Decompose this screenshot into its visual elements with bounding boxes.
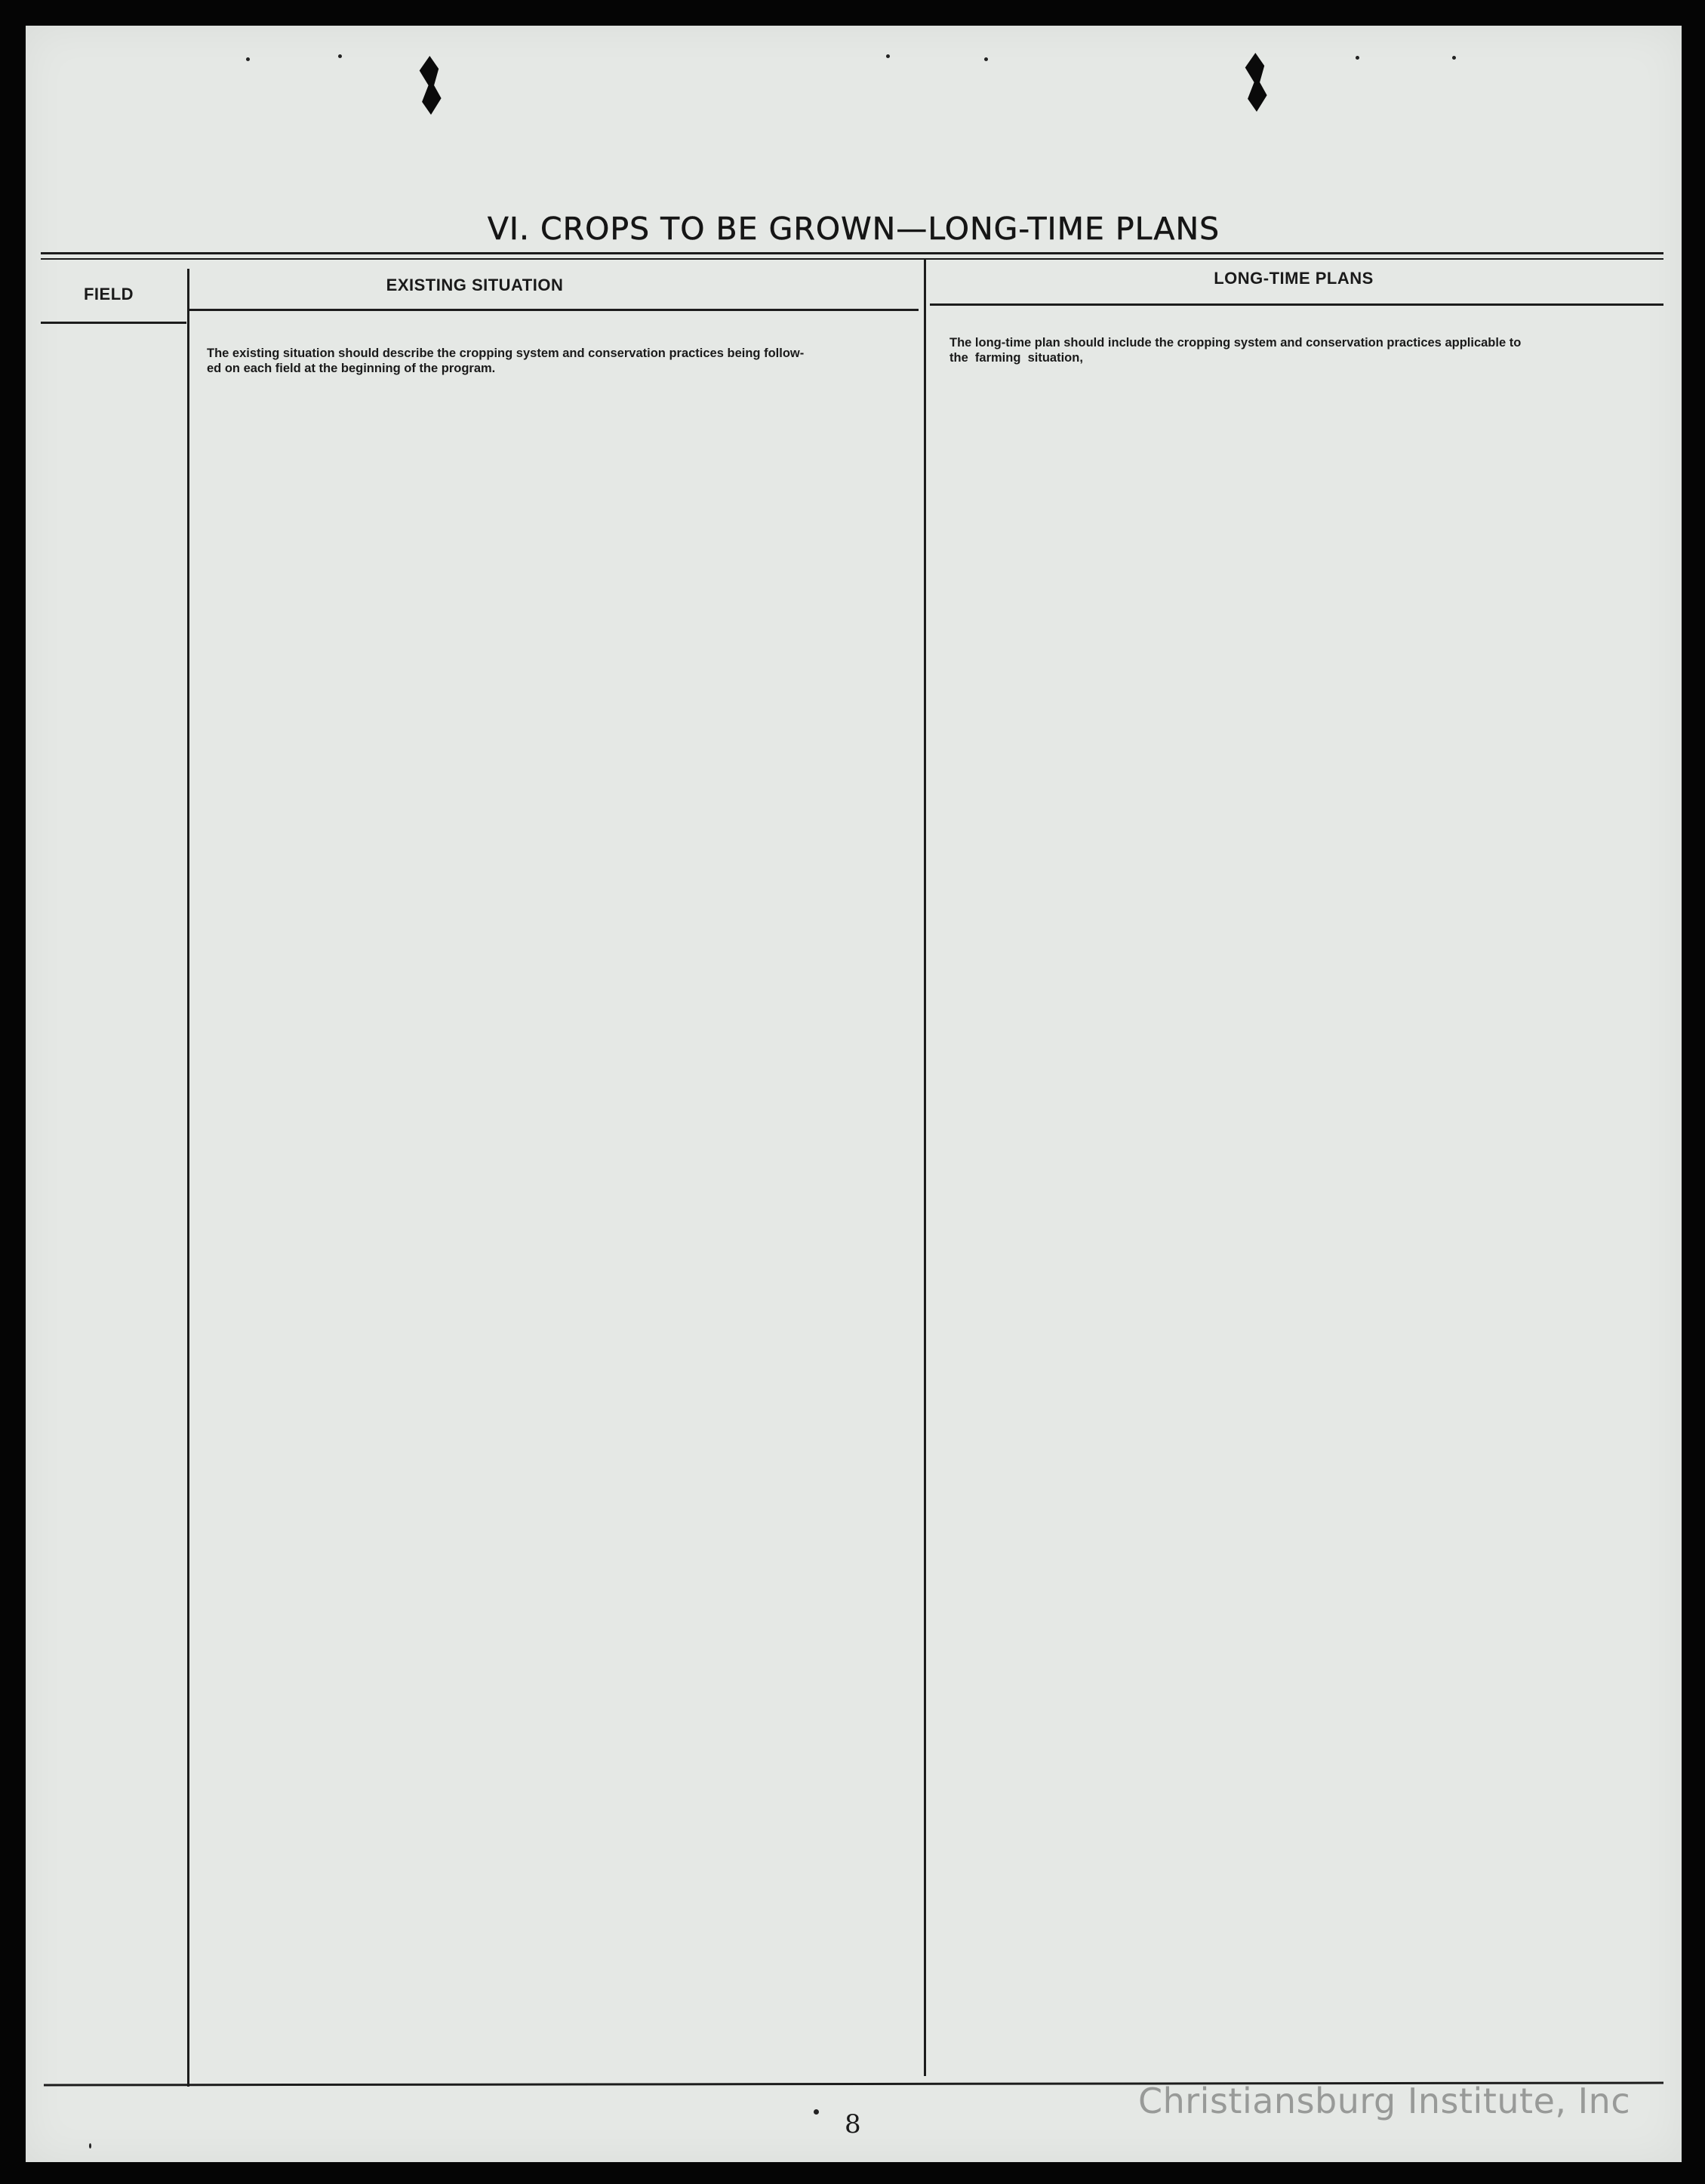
punch-hole-left [418, 56, 444, 115]
speck [1356, 56, 1359, 60]
existing-header-underline [189, 309, 919, 311]
existing-instruction-line-2: ed on each field at the beginning of the program. [207, 362, 496, 375]
speck [984, 57, 988, 61]
divider-existing-long-time [924, 260, 926, 2076]
speck [1452, 56, 1456, 60]
speck [886, 54, 890, 58]
column-header-long-time-plans: LONG-TIME PLANS [1214, 269, 1374, 288]
page-title: VI. CROPS TO BE GROWN—LONG-TIME PLANS [487, 211, 1220, 247]
document-page [26, 26, 1682, 2162]
column-header-existing-situation: EXISTING SITUATION [386, 276, 564, 294]
speck [338, 54, 342, 58]
existing-instruction-line-1: The existing situation should describe the cropping system and conservation practices being follow- [207, 347, 805, 360]
field-header-underline [41, 322, 186, 324]
speck [246, 57, 250, 61]
page-number-dot [814, 2109, 819, 2115]
long-time-instruction-line-2: the farming situation, [949, 351, 1083, 365]
title-rule-bottom [41, 258, 1663, 260]
divider-field-existing [187, 269, 189, 2087]
watermark: Christiansburg Institute, Inc [1138, 2081, 1631, 2121]
column-header-field: FIELD [83, 285, 134, 303]
title-rule-top [41, 252, 1663, 254]
long-time-instruction-line-1: The long-time plan should include the cropping system and conservation practices applicable to [949, 336, 1522, 350]
punch-hole-right [1244, 53, 1270, 112]
speck [89, 2143, 91, 2149]
long-time-header-underline [930, 303, 1663, 306]
page-number: 8 [845, 2109, 861, 2139]
